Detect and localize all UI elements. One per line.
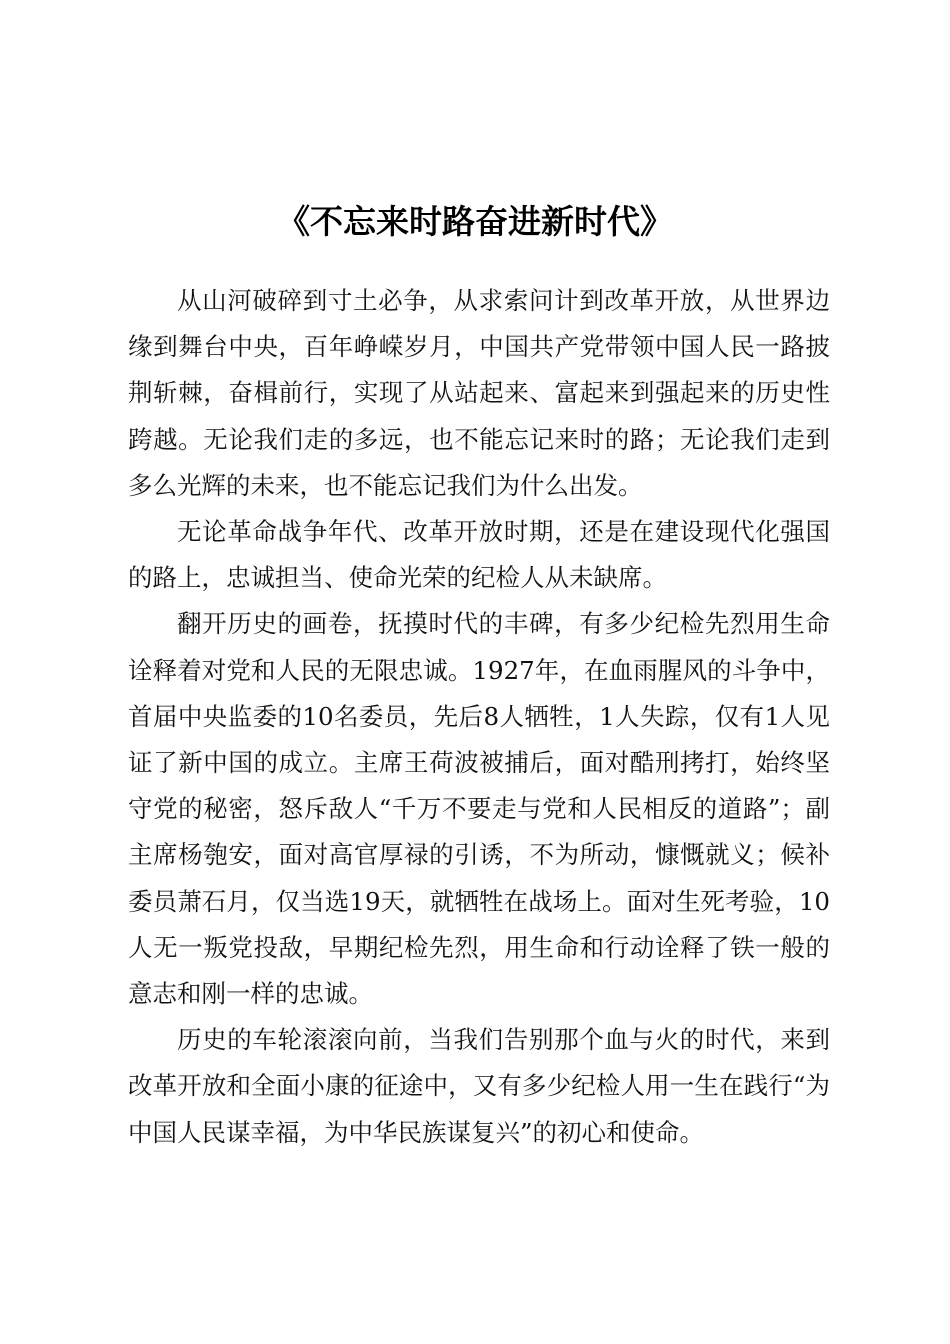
paragraph-2: 无论革命战争年代、改革开放时期，还是在建设现代化强国的路上，忠诚担当、使命光荣的纪检人从未缺席。	[128, 517, 830, 593]
document-title: 《不忘来时路奋进新时代》	[277, 202, 673, 241]
document-body	[128, 278, 830, 1156]
paragraph-4: 历史的车轮滚滚向前，当我们告别那个血与火的时代，来到改革开放和全面小康的征途中，又有多少纪检人用一生在践行“为中国人民谋幸福，为中华民族谋复兴”的初心和使命。	[128, 1025, 830, 1147]
paragraph-3: 翻开历史的画卷，抚摸时代的丰碑，有多少纪检先烈用生命诠释着对党和人民的无限忠诚。1927年，在血雨腥风的斗争中，首届中央监委的10名委员，先后8人牺牲，1人失踪，仅有1人见证了新中国的成立。主席王荷波被捕后，面对酷刑拷打，始终坚守党的秘密，怒斥敌人“千万不要走与党和人民相反的道路”；副主席杨匏安，面对高官厚禄的引诱，不为所动，慷慨就义；候补委员萧石月，仅当选19天，就牺牲在战场上。面对生死考验，10人无一叛党投敌，早期纪检先烈，用生命和行动诠释了铁一般的意志和刚一样的忠诚。	[128, 609, 830, 1009]
paragraph-1: 从山河破碎到寸土必争，从求索问计到改革开放，从世界边缘到舞台中央，百年峥嵘岁月，中国共产党带领中国人民一路披荆斩棘，奋楫前行，实现了从站起来、富起来到强起来的历史性跨越。无论我们走的多远，也不能忘记来时的路；无论我们走到多么光辉的未来，也不能忘记我们为什么出发。	[128, 286, 830, 500]
